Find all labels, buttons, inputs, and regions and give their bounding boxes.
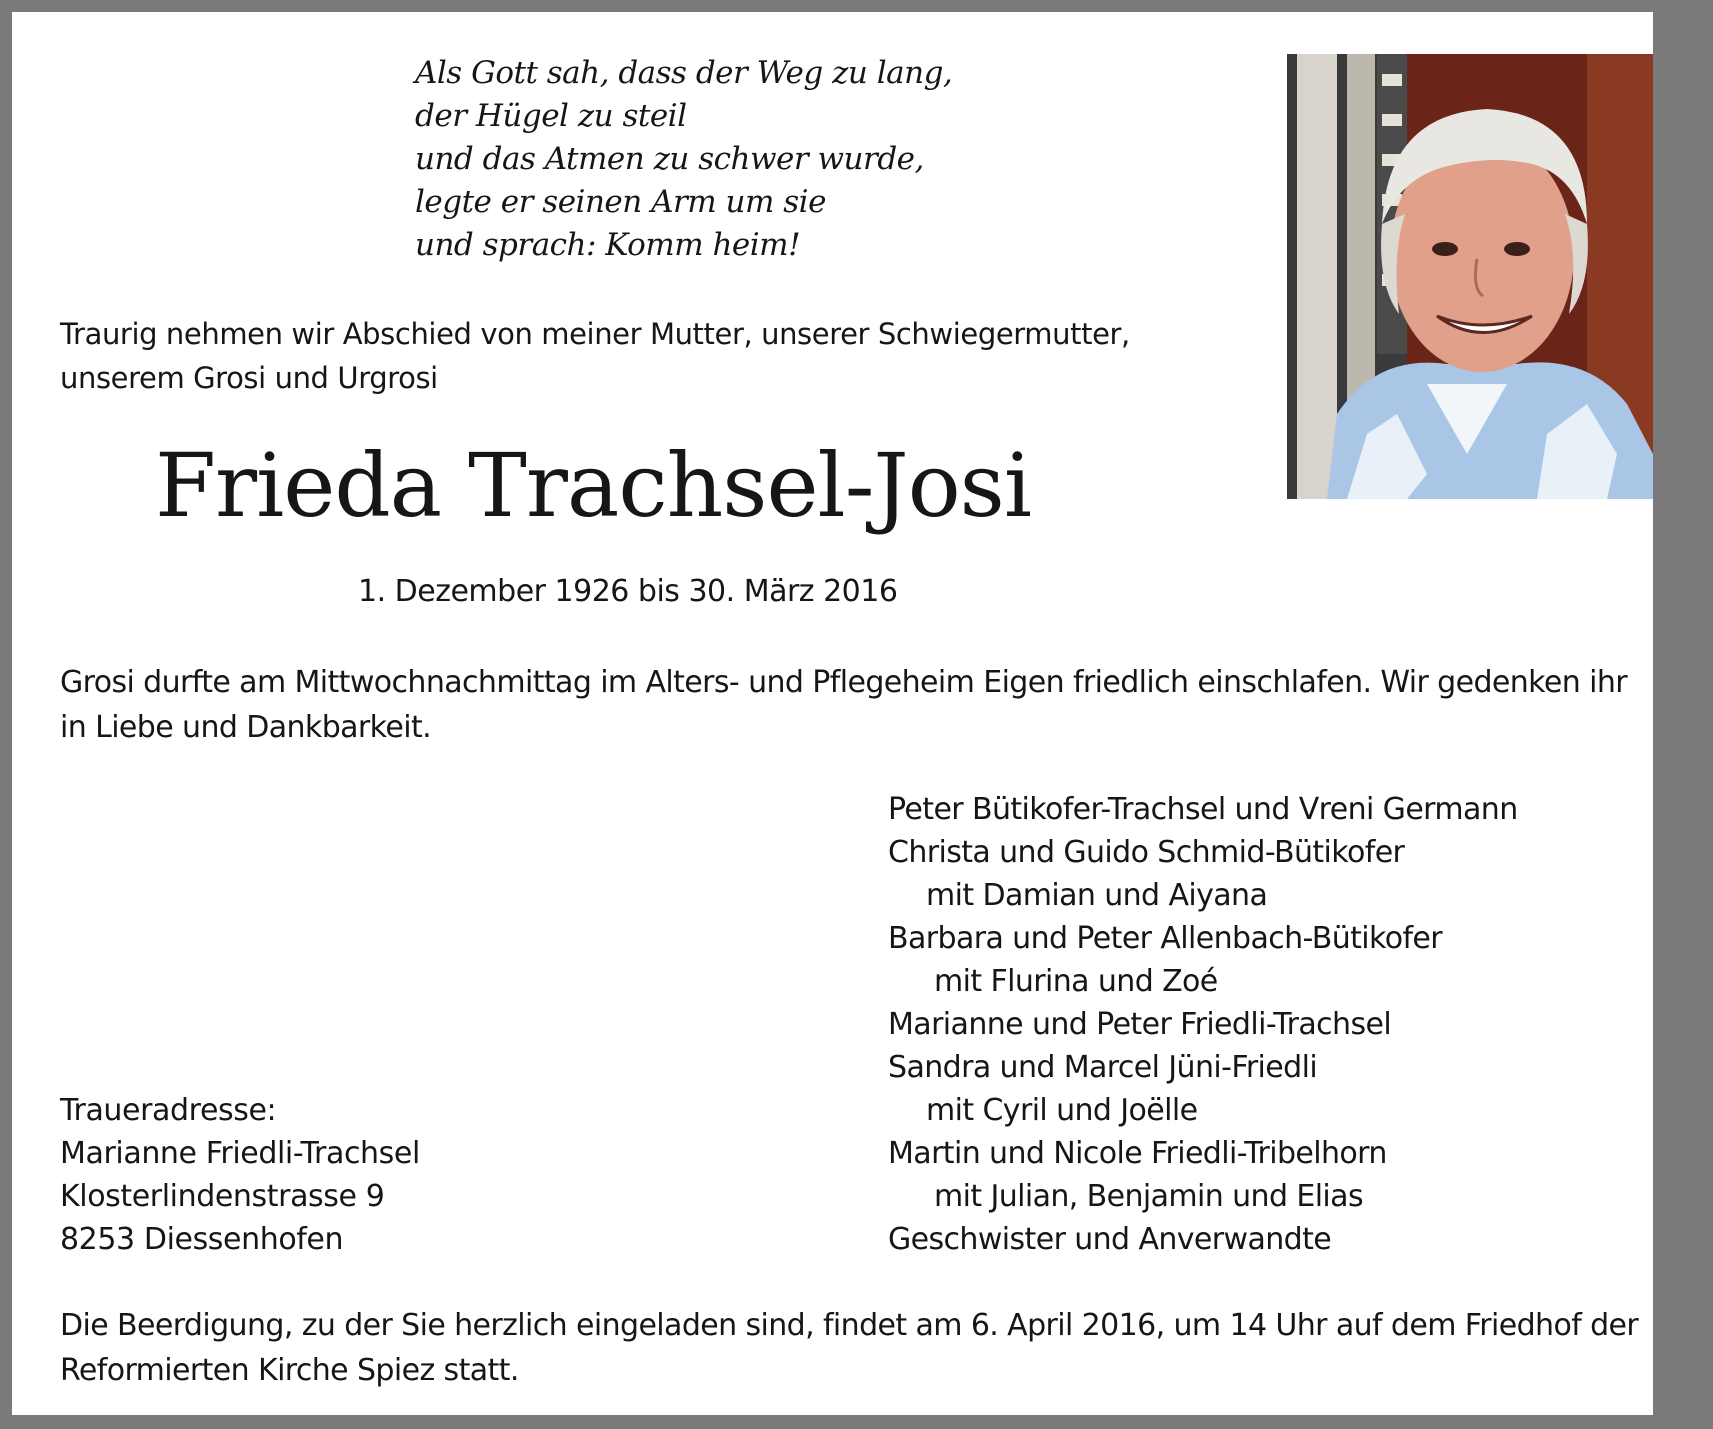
poem-line: und das Atmen zu schwer wurde, xyxy=(415,141,924,177)
poem-line: Als Gott sah, dass der Weg zu lang, xyxy=(415,55,953,91)
mourner-line: Sandra und Marcel Jüni-Friedli xyxy=(888,1050,1318,1085)
portrait-photo xyxy=(1287,54,1653,499)
mourner-line: Martin und Nicole Friedli-Tribelhorn xyxy=(888,1136,1387,1171)
poem xyxy=(415,52,952,267)
mourner-line: mit Flurina und Zoé xyxy=(934,964,1218,999)
poem-line: der Hügel zu steil xyxy=(415,98,687,134)
mourner-line: mit Julian, Benjamin und Elias xyxy=(934,1179,1363,1214)
mourners-list xyxy=(888,788,1518,1261)
mourner-line: Barbara und Peter Allenbach-Bütikofer xyxy=(888,921,1443,956)
funeral-info xyxy=(60,1303,1660,1393)
mourner-line: Marianne und Peter Friedli-Trachsel xyxy=(888,1007,1392,1042)
poem-line: und sprach: Komm heim! xyxy=(415,227,801,263)
intro-text xyxy=(60,312,1240,400)
funeral-line: Reformierten Kirche Spiez statt. xyxy=(60,1353,519,1388)
mourner-line: Peter Bütikofer-Trachsel und Vreni Germann xyxy=(888,792,1518,827)
deceased-name: Frieda Trachsel-Josi xyxy=(155,434,1031,537)
intro-line: Traurig nehmen wir Abschied von meiner Mutter, unserer Schwiegermutter, xyxy=(60,317,1130,351)
address-street: Klosterlindenstrasse 9 xyxy=(60,1179,385,1214)
address-name: Marianne Friedli-Trachsel xyxy=(60,1136,420,1171)
address-city: 8253 Diessenhofen xyxy=(60,1222,344,1257)
portrait-image xyxy=(1287,54,1653,499)
mourning-address xyxy=(60,1089,420,1261)
poem-line: legte er seinen Arm um sie xyxy=(415,184,826,220)
mourner-line: mit Damian und Aiyana xyxy=(926,878,1268,913)
intro-line: unserem Grosi und Urgrosi xyxy=(60,361,438,395)
life-dates: 1. Dezember 1926 bis 30. März 2016 xyxy=(358,574,898,609)
notice-line: Grosi durfte am Mittwochnachmittag im Alters- und Pflegeheim Eigen friedlich einschlafen. Wir gedenken ihr xyxy=(60,665,1627,700)
passing-notice xyxy=(60,660,1660,750)
address-label: Traueradresse: xyxy=(60,1093,277,1128)
notice-line: in Liebe und Dankbarkeit. xyxy=(60,710,432,745)
funeral-line: Die Beerdigung, zu der Sie herzlich eingeladen sind, findet am 6. April 2016, um 14 Uhr auf dem Friedhof der xyxy=(60,1308,1639,1343)
mourner-line: Geschwister und Anverwandte xyxy=(888,1222,1332,1257)
mourner-line: mit Cyril und Joëlle xyxy=(926,1093,1198,1128)
obituary-notice xyxy=(12,12,1653,1415)
mourner-line: Christa und Guido Schmid-Bütikofer xyxy=(888,835,1405,870)
